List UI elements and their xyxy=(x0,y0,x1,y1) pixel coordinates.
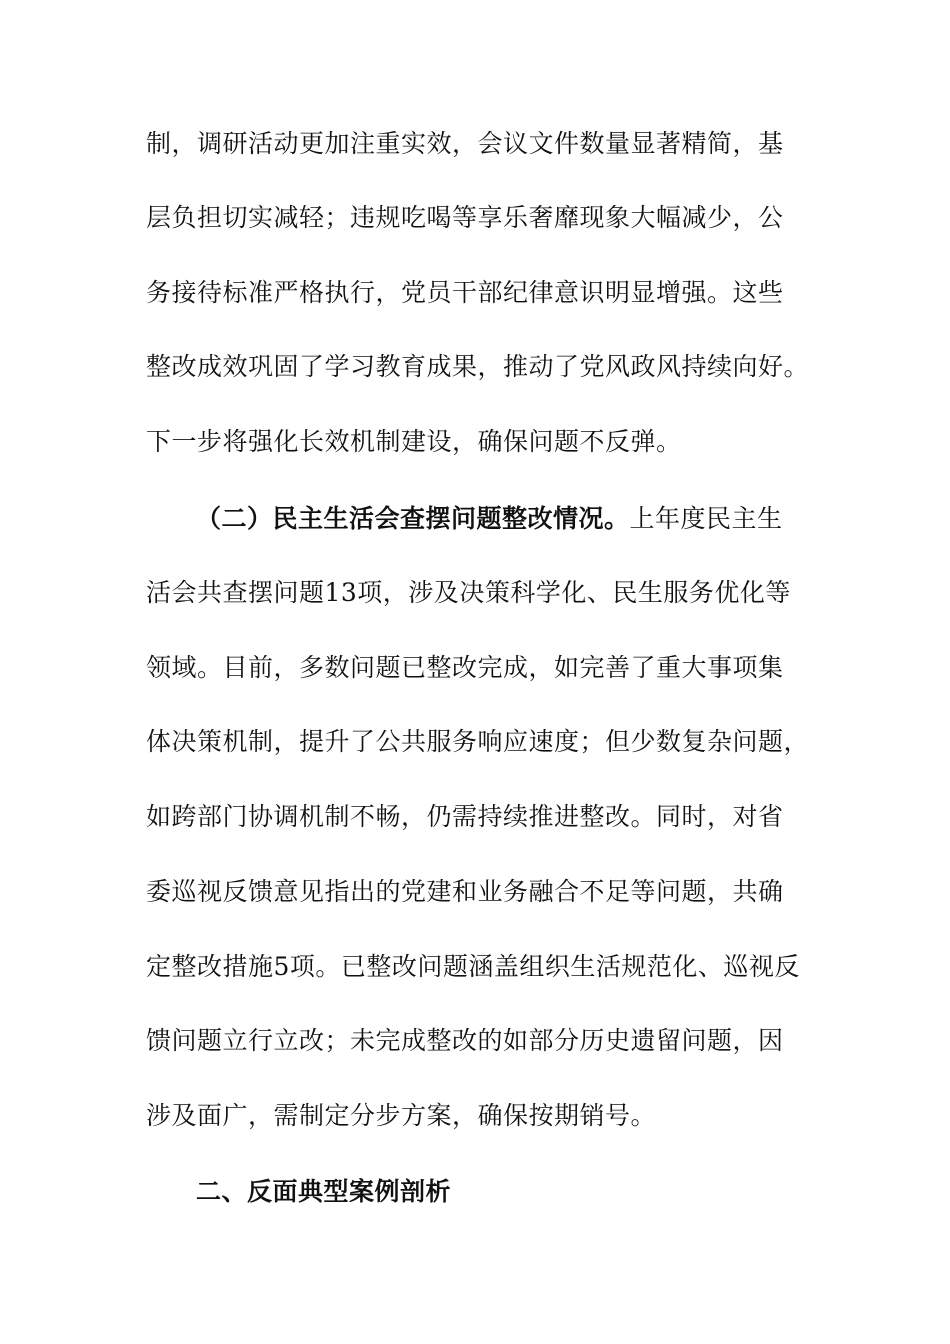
section-heading: 二、反面典型案例剖析 xyxy=(196,1177,452,1206)
paragraph-line: 下一步将强化长效机制建设，确保问题不反弹。 xyxy=(146,427,682,456)
paragraph-line: 制，调研活动更加注重实效，会议文件数量显著精简，基 xyxy=(146,129,784,158)
paragraph-line: 层负担切实减轻；违规吃喝等享乐奢靡现象大幅减少，公 xyxy=(146,203,784,232)
paragraph-line: 活会共查摆问题13项，涉及决策科学化、民生服务优化等 xyxy=(146,578,791,607)
paragraph-line: 体决策机制，提升了公共服务响应速度；但少数复杂问题， xyxy=(146,727,810,756)
paragraph-line: 整改成效巩固了学习教育成果，推动了党风政风持续向好。 xyxy=(146,352,810,381)
paragraph-line: 定整改措施5项。已整改问题涵盖组织生活规范化、巡视反 xyxy=(146,952,800,981)
paragraph-line: 领域。目前，多数问题已整改完成，如完善了重大事项集 xyxy=(146,653,784,682)
section-first-line-text: 上年度民主生 xyxy=(629,504,783,533)
paragraph-line: 涉及面广，需制定分步方案，确保按期销号。 xyxy=(146,1101,657,1130)
paragraph-line: 如跨部门协调机制不畅，仍需持续推进整改。同时，对省 xyxy=(146,802,784,831)
section-first-line xyxy=(196,502,826,536)
paragraph-line: 务接待标准严格执行，党员干部纪律意识明显增强。这些 xyxy=(146,278,784,307)
paragraph-line: 馈问题立行立改；未完成整改的如部分历史遗留问题，因 xyxy=(146,1026,784,1055)
section-title: （二）民主生活会查摆问题整改情况。 xyxy=(196,504,630,533)
paragraph-line: 委巡视反馈意见指出的党建和业务融合不足等问题，共确 xyxy=(146,877,784,906)
